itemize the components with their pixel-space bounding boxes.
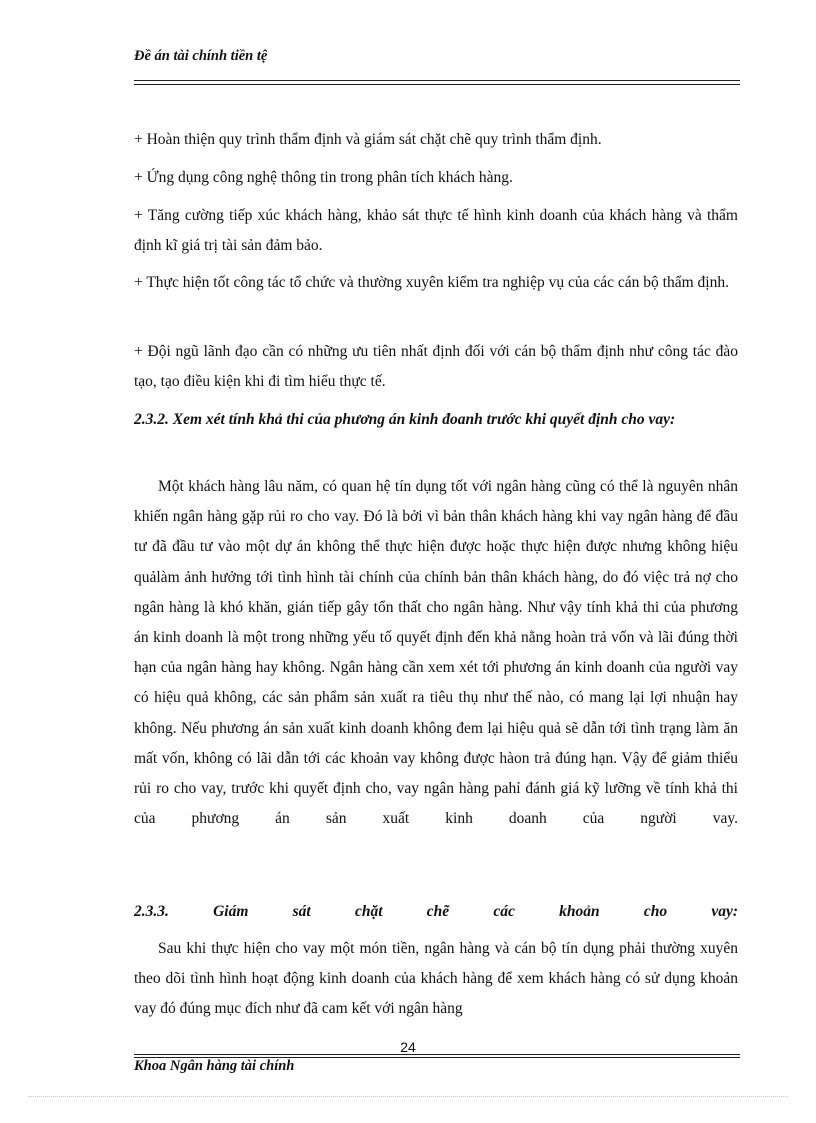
document-footer-title: Khoa Ngân hàng tài chính bbox=[134, 1058, 295, 1074]
header-rule-top bbox=[134, 80, 740, 81]
bullet-item: + Tăng cường tiếp xúc khách hàng, khảo sát thực tế hình kinh doanh của khách hàng và thẩm định kĩ giá trị tài sản đảm bảo. bbox=[134, 207, 738, 255]
page-edge-dotted-line bbox=[28, 1096, 788, 1097]
bullet-item: + Ứng dụng công nghệ thông tin trong phân tích khách hàng. bbox=[134, 169, 513, 186]
document-header-title: Đề án tài chính tiền tệ bbox=[134, 48, 268, 64]
header-rule-bottom bbox=[134, 84, 740, 85]
footer-rule-top bbox=[134, 1054, 740, 1055]
bullet-item: + Đội ngũ lãnh đạo cần có những ưu tiên nhất định đối với cán bộ thẩm định như công tác đào tạo, tạo điều kiện khi đi tìm hiểu thực tế. bbox=[134, 343, 738, 391]
section-heading-232: 2.3.2. Xem xét tính khả thi của phương án kinh đoanh trước khi quyết định cho vay: bbox=[134, 411, 676, 428]
section-body-232: Một khách hàng lâu năm, có quan hệ tín dụng tốt với ngân hàng cũng có thể là nguyên nhân khiến ngân hàng gặp rủi ro cho vay. Đó là bởi vì bản thân khách hàng khi vay ngân hàng để đầu tư đã đầu tư vào một dự án không thể thực hiện được hoặc thực hiện được nhưng không hiệu quảlàm ảnh hưởng tới tình hình tài chính của chính bản thân khách hàng, do đó việc trả nợ cho ngân hàng là khó khăn, gián tiếp gây tổn thất cho ngân hàng. Như vậy tính khả thi của phương án kinh doanh là một trong những yếu tố quyết định đến khả nằng hoàn trả vốn và lãi đúng thời hạn của ngân hàng hay không. Ngân hàng cần xem xét tới phương án kinh doanh của người vay có hiệu quả không, các sản phẩm sản xuất ra tiêu thụ như thế nào, có mang lại lợi nhuận hay không. Nếu phương án sản xuất kinh doanh không đem lại hiệu quả sẽ dẫn tới tình trạng làm ăn mất vốn, không có lãi dẫn tới các khoản vay không được hàon trả đúng hạn. Vậy để giảm thiểu rủi ro cho vay, trước khi quyết định cho, vay ngân hàng pahỉ đánh giá kỹ lưỡng về tính khả thi của phương án sản xuất kinh doanh của người vay. bbox=[134, 478, 738, 828]
bullet-item: + Thực hiện tốt công tác tổ chức và thường xuyên kiểm tra nghiệp vụ của các cán bộ thẩm định. bbox=[134, 274, 729, 291]
section-heading-233: 2.3.3. Giám sát chặt chẽ các khoản cho vay: bbox=[134, 903, 738, 920]
page-number: 24 bbox=[400, 1039, 416, 1055]
bullet-item: + Hoàn thiện quy trình thẩm định và giám sát chặt chẽ quy trình thẩm định. bbox=[134, 131, 602, 148]
section-body-233: Sau khi thực hiện cho vay một món tiền, ngân hàng và cán bộ tín dụng phải thường xuyên theo dõi tình hình hoạt động kinh doanh của khách hàng để xem khách hàng có sử dụng khoản vay đó đúng mục đích như đã cam kết với ngân hàng bbox=[134, 940, 738, 1018]
